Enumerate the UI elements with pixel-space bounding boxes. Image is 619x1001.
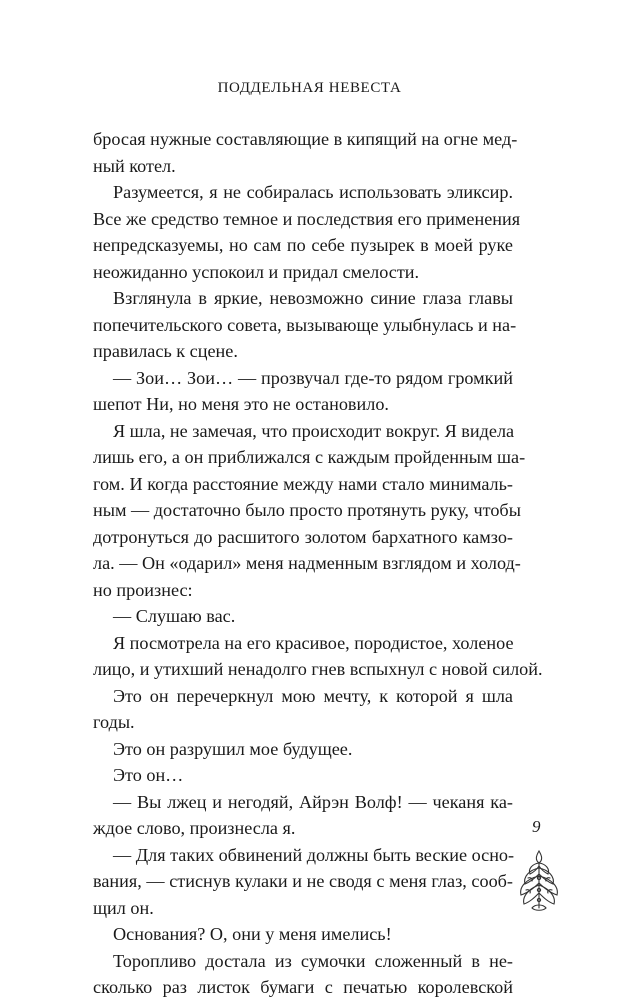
text-line: ждое слово, произнесла я. — [93, 818, 296, 838]
text-line: ным — достаточно было просто протянуть руку, чтобы — [93, 500, 521, 520]
text-line: Это он разрушил мое будущее. — [113, 738, 353, 759]
page-number: 9 — [532, 817, 541, 836]
text-line: ла. — Он «одарил» меня надменным взглядом и холод- — [93, 553, 521, 573]
text-line: щил он. — [93, 897, 154, 918]
text-line: Все же средство темное и последствия его применения — [93, 208, 521, 229]
text-line: неожиданно успокоил и придал смелости. — [93, 261, 420, 282]
text-line: лишь его, а он приближался с каждым пройденным ша- — [93, 447, 526, 467]
text-line: — Зои… Зои… — прозвучал где-то рядом громкий — [113, 367, 513, 388]
text-line: дотронуться до расшитого золотом бархатного камзо- — [93, 526, 513, 547]
text-line: правилась к сцене. — [93, 341, 238, 361]
text-line: попечительского совета, вызывающе улыбнулась и на- — [93, 314, 517, 335]
text-line: годы. — [93, 712, 135, 732]
text-line: Я посмотрела на его красивое, породистое, холеное — [113, 632, 514, 653]
text-line: шепот Ни, но меня это не остановило. — [93, 394, 389, 414]
text-line: лицо, и утихший ненадолго гнев вспыхнул с новой силой. — [93, 659, 543, 679]
text-line: Я шла, не замечая, что происходит вокруг. Я видела — [113, 420, 515, 441]
floral-ornament-icon — [514, 848, 564, 914]
text-line: Разумеется, я не собиралась использовать эликсир. — [113, 182, 513, 202]
text-line: гом. И когда расстояние между нами стало минималь- — [93, 473, 513, 494]
text-line: Основания? О, они у меня имелись! — [113, 924, 392, 944]
text-line: ный котел. — [93, 155, 176, 176]
text-line: Торопливо достала из сумочки сложенный в не- — [113, 950, 513, 971]
text-line: но произнес: — [93, 579, 193, 600]
text-line: Взглянула в яркие, невозможно синие глаза главы — [113, 288, 513, 308]
text-line: — Для таких обвинений должны быть веские осно- — [113, 844, 515, 865]
text-line: — Слушаю вас. — [113, 606, 236, 626]
text-line: вания, — стиснув кулаки и не сводя с меня глаз, сооб- — [93, 871, 513, 891]
text-line: Это он перечеркнул мою мечту, к которой я шла — [113, 685, 513, 706]
text-line: — Вы лжец и негодяй, Айрэн Волф! — чеканя ка- — [113, 791, 513, 812]
body-text — [93, 126, 543, 1001]
text-line: сколько раз листок бумаги с печатью королевской — [93, 977, 513, 997]
text-line: Это он… — [113, 765, 184, 785]
text-line: бросая нужные составляющие в кипящий на огне мед- — [93, 129, 518, 149]
text-line: непредсказуемы, но сам по себе пузырек в моей руке — [93, 235, 513, 255]
running-title: ПОДДЕЛЬНАЯ НЕВЕСТА — [217, 80, 402, 96]
